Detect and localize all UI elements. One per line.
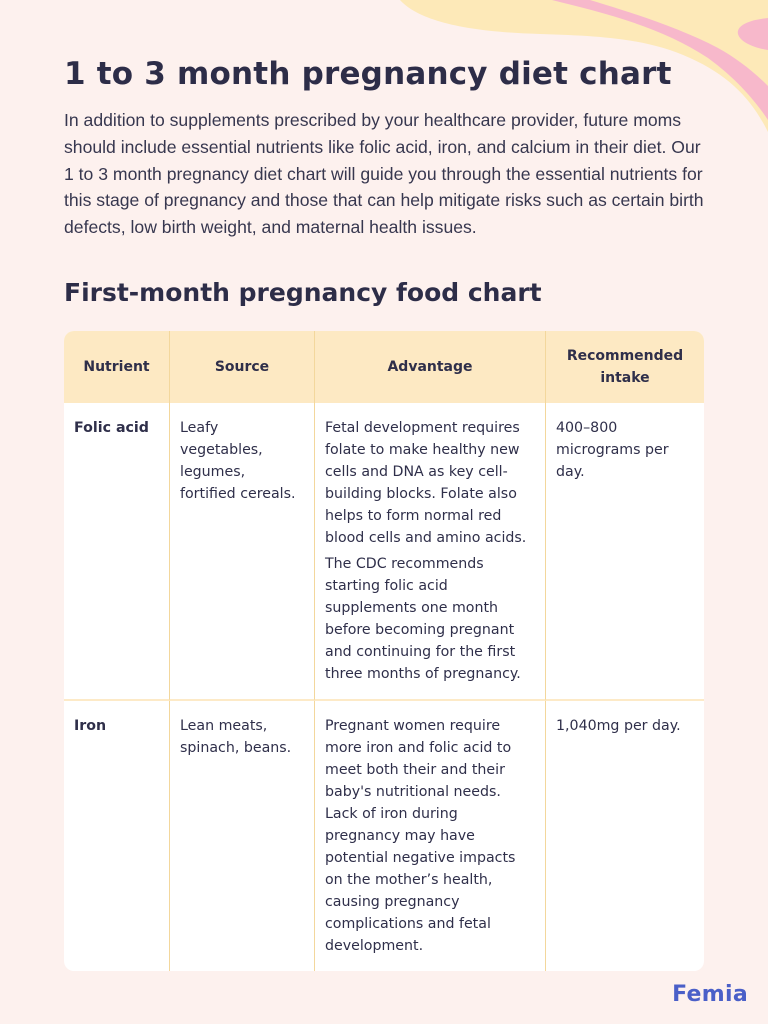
- intro-paragraph: In addition to supplements prescribed by your healthcare provider, future moms should include essential nutrients like folic acid, iron, and calcium in their diet. Our 1 to 3 month pregnancy diet chart will guide you through the essential nutrients for this stage of pregnancy and those that can help mitigate risks such as certain birth defects, low birth weight, and maternal health issues.: [64, 110, 704, 238]
- advantage-cell: [315, 403, 546, 701]
- advantage-paragraph: Fetal development requires folate to make healthy new cells and DNA as key cell-building blocks. Folate also helps to form normal red blood cells and amino acids.: [325, 420, 527, 546]
- advantage-cell: [315, 701, 546, 971]
- header-advantage: Advantage: [315, 331, 546, 403]
- advantage-paragraph: Pregnant women require more iron and folic acid to meet both their and their baby's nutritional needs. Lack of iron during pregnancy may have potential negative impacts on the mother’s health, causing pregnancy complications and fetal development.: [325, 718, 516, 954]
- table-row: [64, 701, 704, 971]
- header-recommended-intake: Recommended intake: [546, 331, 704, 403]
- source-cell: Lean meats, spinach, beans.: [170, 701, 315, 971]
- nutrient-cell: Folic acid: [64, 403, 170, 701]
- advantage-paragraph: The CDC recommends starting folic acid supplements one month before becoming pregnant and continuing for the first three months of pregnancy.: [325, 556, 521, 682]
- table-header-row: [64, 331, 704, 403]
- nutrient-cell: Iron: [64, 701, 170, 971]
- page-title: 1 to 3 month pregnancy diet chart: [64, 56, 672, 92]
- header-source: Source: [170, 331, 315, 403]
- section-title: First-month pregnancy food chart: [64, 278, 542, 307]
- food-chart-table: [64, 331, 704, 971]
- table-row: [64, 403, 704, 701]
- source-cell: Leafy vegetables, legumes, fortified cereals.: [170, 403, 315, 701]
- header-nutrient: Nutrient: [64, 331, 170, 403]
- intake-cell: 400–800 micrograms per day.: [546, 403, 704, 701]
- brand-logo: Femia: [672, 982, 748, 1007]
- intake-cell: 1,040mg per day.: [556, 718, 681, 734]
